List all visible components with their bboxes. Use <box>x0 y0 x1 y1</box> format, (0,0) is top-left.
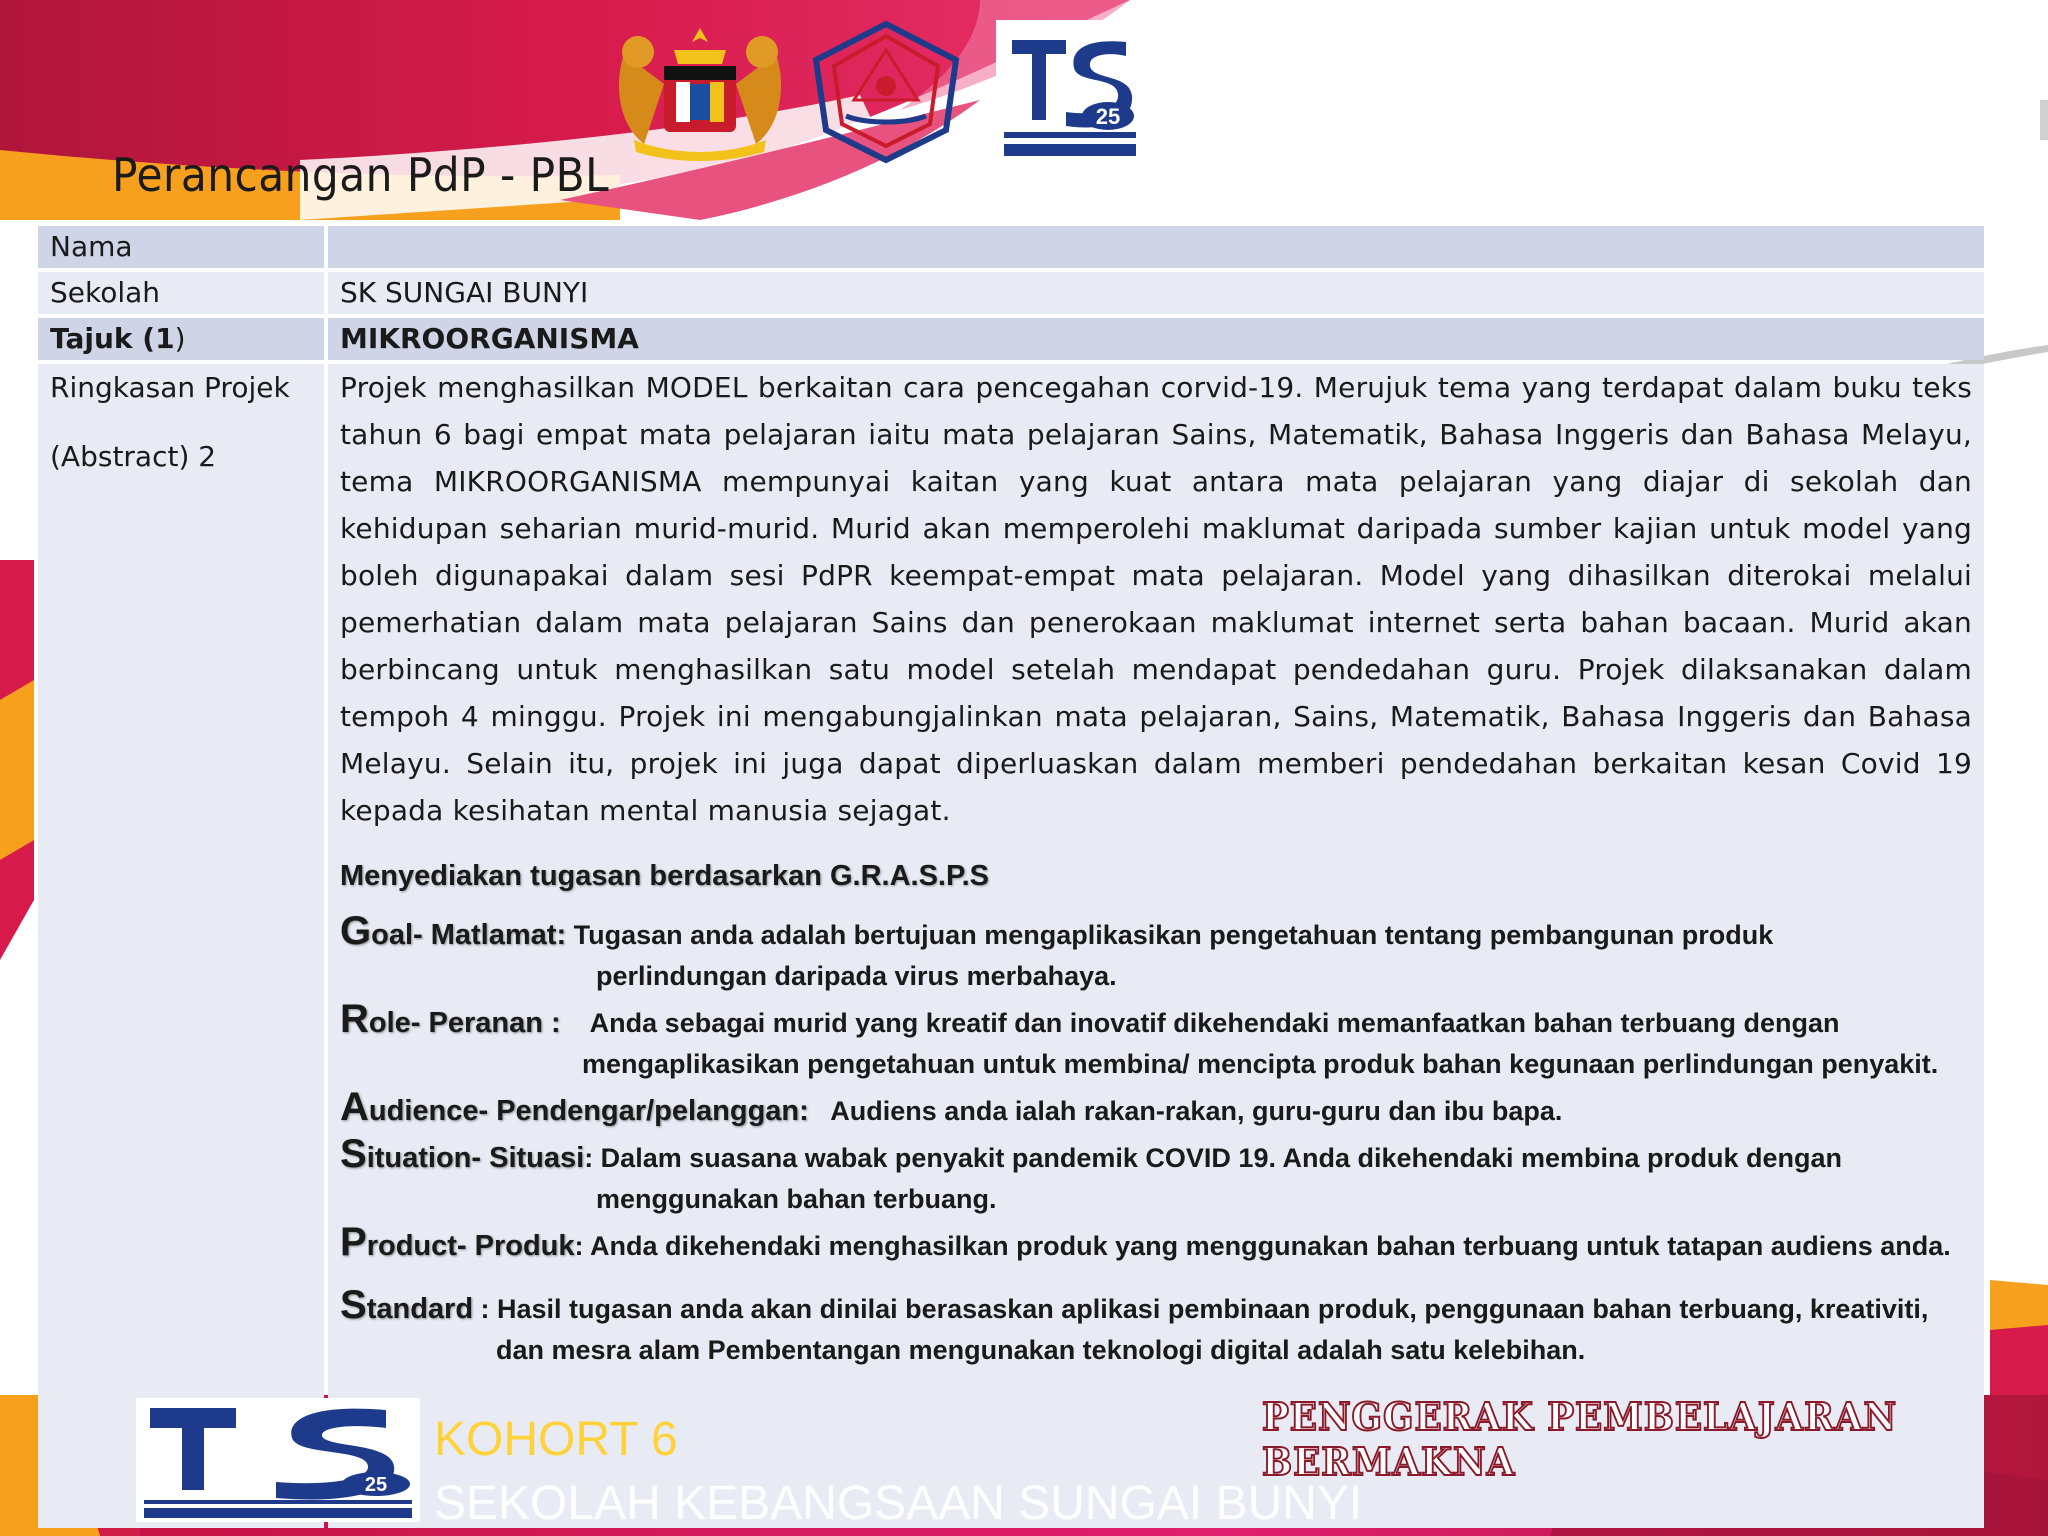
grasps-text: : Dalam suasana wabak penyakit pandemik COVID 19. Anda dikehendaki membina produk dengan <box>584 1143 1843 1173</box>
footer-cohort: KOHORT 6 <box>434 1413 678 1466</box>
footer-slogan: PENGGERAK PEMBELAJARAN BERMAKNA <box>1262 1394 1898 1484</box>
grasps-label-text: tandard <box>366 1293 474 1325</box>
table-row-ringkasan <box>38 364 1984 1528</box>
ministry-education-emblem-icon <box>806 20 966 164</box>
table-row-nama <box>38 226 1984 268</box>
grasps-heading: Menyediakan tugasan berdasarkan G.R.A.S.P.S <box>340 860 989 892</box>
grasps-item-standard <box>340 1285 1972 1371</box>
grasps-label <box>340 1085 809 1129</box>
grasps-initial: R <box>340 997 369 1041</box>
grasps-label-text: ole- Peranan : <box>368 1007 561 1039</box>
grasps-text: Tugasan anda adalah bertujuan mengaplikasikan pengetahuan tentang pembangunan produk <box>566 920 1774 950</box>
page-title: Perancangan PdP - PBL <box>112 148 610 202</box>
grasps-text: Audiens anda ialah rakan-rakan, guru-guru dan ibu bapa. <box>808 1096 1563 1126</box>
grasps-item-audience <box>340 1087 1972 1132</box>
grasps-text: : Anda dikehendaki menghasilkan produk yang menggunakan bahan terbuang untuk tatapan audiens anda. <box>574 1231 1951 1261</box>
table-row-tajuk <box>38 318 1984 360</box>
grasps-label-text: roduct- Produk <box>366 1230 575 1262</box>
ts25-footer-logo-icon <box>136 1398 420 1522</box>
nama-value <box>328 226 1984 268</box>
ringkasan-content <box>328 364 1984 1528</box>
grasps-initial: G <box>340 909 372 953</box>
svg-text:25: 25 <box>1095 104 1121 129</box>
grasps-item-situation <box>340 1134 1972 1220</box>
grasps-label <box>340 1283 474 1327</box>
grasps-text-continued: perlindungan daripada virus merbahaya. <box>596 961 1117 991</box>
project-info-table <box>34 222 1988 1532</box>
tajuk-value: MIKROORGANISMA <box>328 318 1984 360</box>
svg-text:25: 25 <box>364 1474 388 1496</box>
ringkasan-label-line2: (Abstract) 2 <box>50 440 217 473</box>
grasps-label-text: oal- Matlamat: <box>371 919 567 951</box>
sekolah-value: SK SUNGAI BUNYI <box>328 272 1984 314</box>
grasps-item-goal <box>340 911 1972 997</box>
tajuk-label-text: Tajuk ( <box>50 322 156 355</box>
grasps-label-text: udience- Pendengar/pelanggan: <box>368 1095 809 1127</box>
footer-school-name: SEKOLAH KEBANGSAAN SUNGAI BUNYI <box>434 1477 1363 1530</box>
abstract-paragraph: Projek menghasilkan MODEL berkaitan cara pencegahan corvid-19. Merujuk tema yang terdapat dalam buku teks tahun 6 bagi empat mata pelajaran iaitu mata pelajaran Sains, Matematik, Bahasa Inggeris dan Bahasa Melayu, tema MIKROORGANISMA mempunyai kaitan yang kuat antara mata pelajaran yang diajar di sekolah dan kehidupan seharian murid-murid. Murid akan memperolehi maklumat daripada sumber kajian untuk model yang boleh digunapakai dalam sesi PdPR keempat-empat mata pelajaran. Model yang dihasilkan diterokai melalui pemerhatian dalam mata pelajaran Sains dan penerokaan maklumat internet serta bahan bacaan. Murid akan berbincang untuk menghasilkan satu model setelah mendapat pendedahan guru. Projek dilaksanakan dalam tempoh 4 minggu. Projek ini mengabungjalinkan mata pelajaran, Sains, Matematik, Bahasa Inggeris dan Bahasa Melayu. Selain itu, projek ini juga dapat diperluaskan dalam memberi pendedahan berkaitan kesan Covid 19 kepada kesihatan mental manusia sejagat. <box>340 371 1972 827</box>
grasps-initial: S <box>340 1283 367 1327</box>
tajuk-label-number: 1 <box>155 322 175 355</box>
grasps-label <box>340 997 561 1041</box>
malaysia-coat-of-arms-icon <box>604 24 796 164</box>
grasps-label-text: ituation- Situasi <box>366 1142 585 1174</box>
grasps-label <box>340 1220 575 1264</box>
grasps-initial: P <box>340 1220 367 1264</box>
grasps-label <box>340 1132 585 1176</box>
ts25-logo-icon <box>996 20 1144 164</box>
tajuk-label <box>38 318 324 360</box>
grasps-list <box>340 911 1972 1371</box>
nama-label: Nama <box>38 226 324 268</box>
table-row-sekolah <box>38 272 1984 314</box>
ringkasan-label-line1: Ringkasan Projek <box>50 371 290 404</box>
grasps-initial: A <box>340 1085 369 1129</box>
tajuk-label-close: ) <box>174 322 186 355</box>
grasps-text-continued: dan mesra alam Pembentangan mengunakan teknologi digital adalah satu kelebihan. <box>496 1335 1586 1365</box>
grasps-text: Anda sebagai murid yang kreatif dan inovatif dikehendaki memanfaatkan bahan terbuang dengan <box>560 1008 1840 1038</box>
grasps-item-role <box>340 999 1972 1085</box>
sekolah-label: Sekolah <box>38 272 324 314</box>
grasps-initial: S <box>340 1132 367 1176</box>
grasps-item-product <box>340 1222 1972 1267</box>
ringkasan-label <box>38 364 324 1528</box>
grasps-text: : Hasil tugasan anda akan dinilai berasaskan aplikasi pembinaan produk, penggunaan bahan terbuang, kreativiti, <box>473 1294 1929 1324</box>
grasps-text-continued: mengaplikasikan pengetahuan untuk membina/ mencipta produk bahan kegunaan perlindungan penyakit. <box>582 1049 1939 1079</box>
grasps-label <box>340 909 567 953</box>
grasps-text-continued: menggunakan bahan terbuang. <box>596 1184 997 1214</box>
